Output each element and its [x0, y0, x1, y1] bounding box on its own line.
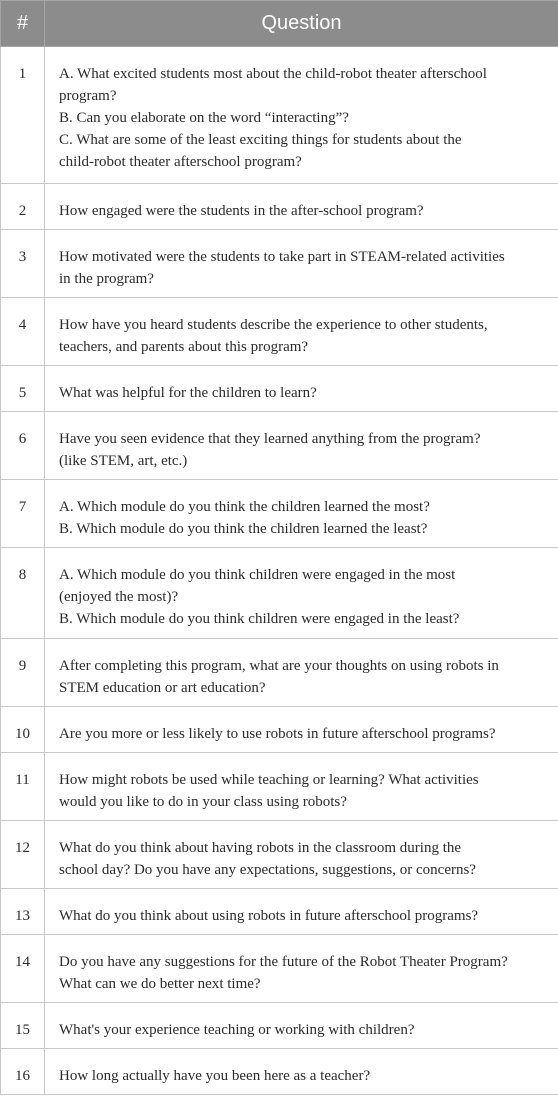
row-number: 11 [1, 753, 45, 821]
row-number: 13 [1, 889, 45, 935]
row-number: 3 [1, 230, 45, 298]
question-line: (enjoyed the most)? [59, 589, 179, 605]
table-row [1, 639, 558, 707]
question-cell [45, 1003, 558, 1049]
question-line: (like STEM, art, etc.) [59, 453, 188, 469]
question-line: A. Which module do you think the children learned the most? [59, 499, 430, 515]
row-number: 9 [1, 639, 45, 707]
table-row [1, 548, 558, 639]
question-line: Are you more or less likely to use robots in future afterschool programs? [59, 726, 496, 742]
table-row [1, 298, 558, 366]
question-cell [45, 935, 558, 1003]
table-row [1, 1049, 558, 1095]
question-cell [45, 412, 558, 480]
table-row [1, 935, 558, 1003]
row-number: 10 [1, 707, 45, 753]
question-line: How long actually have you been here as a teacher? [59, 1068, 371, 1084]
question-cell [45, 707, 558, 753]
question-line: How might robots be used while teaching or learning? What activities [59, 772, 479, 788]
table-row [1, 412, 558, 480]
row-number: 16 [1, 1049, 45, 1095]
header-number: # [1, 1, 45, 47]
question-cell [45, 298, 558, 366]
row-number: 7 [1, 480, 45, 548]
question-line: STEM education or art education? [59, 680, 266, 696]
question-line: C. What are some of the least exciting things for students about the [59, 132, 462, 148]
question-line: What can we do better next time? [59, 976, 261, 992]
table-row [1, 184, 558, 230]
question-cell [45, 821, 558, 889]
question-line: Have you seen evidence that they learned anything from the program? [59, 431, 481, 447]
question-cell [45, 47, 558, 184]
question-line: would you like to do in your class using robots? [59, 794, 347, 810]
row-number: 8 [1, 548, 45, 639]
question-cell [45, 366, 558, 412]
question-cell [45, 753, 558, 821]
question-line: A. Which module do you think children were engaged in the most [59, 567, 456, 583]
table-header-row [1, 1, 558, 47]
question-line: school day? Do you have any expectations, suggestions, or concerns? [59, 862, 476, 878]
table-row [1, 47, 558, 184]
question-line: How engaged were the students in the after-school program? [59, 203, 424, 219]
question-line: How motivated were the students to take part in STEAM-related activities [59, 249, 505, 265]
question-cell [45, 639, 558, 707]
question-cell [45, 184, 558, 230]
question-cell [45, 480, 558, 548]
question-cell [45, 230, 558, 298]
question-line: child-robot theater afterschool program? [59, 154, 302, 170]
table-row [1, 1003, 558, 1049]
row-number: 1 [1, 47, 45, 184]
question-cell [45, 1049, 558, 1095]
question-line: What's your experience teaching or working with children? [59, 1022, 415, 1038]
table-row [1, 821, 558, 889]
question-line: How have you heard students describe the experience to other students, [59, 317, 488, 333]
question-line: What do you think about using robots in future afterschool programs? [59, 908, 479, 924]
table-row [1, 889, 558, 935]
row-number: 14 [1, 935, 45, 1003]
question-line: After completing this program, what are your thoughts on using robots in [59, 658, 499, 674]
table-row [1, 366, 558, 412]
table-row [1, 753, 558, 821]
question-cell [45, 548, 558, 639]
question-line: B. Which module do you think the children learned the least? [59, 521, 428, 537]
header-question: Question [45, 1, 558, 47]
question-line: Do you have any suggestions for the future of the Robot Theater Program? [59, 954, 508, 970]
row-number: 4 [1, 298, 45, 366]
row-number: 15 [1, 1003, 45, 1049]
question-cell [45, 889, 558, 935]
question-line: What do you think about having robots in the classroom during the [59, 840, 462, 856]
table-row [1, 480, 558, 548]
question-line: teachers, and parents about this program? [59, 339, 309, 355]
table-row [1, 707, 558, 753]
row-number: 12 [1, 821, 45, 889]
row-number: 6 [1, 412, 45, 480]
question-line: B. Which module do you think children were engaged in the least? [59, 611, 460, 627]
row-number: 5 [1, 366, 45, 412]
question-line: B. Can you elaborate on the word “interacting”? [59, 110, 349, 126]
question-line: What was helpful for the children to learn? [59, 385, 317, 401]
question-line: in the program? [59, 271, 154, 287]
question-line: program? [59, 88, 117, 104]
row-number: 2 [1, 184, 45, 230]
question-line: A. What excited students most about the child-robot theater afterschool [59, 66, 487, 82]
table-row [1, 230, 558, 298]
